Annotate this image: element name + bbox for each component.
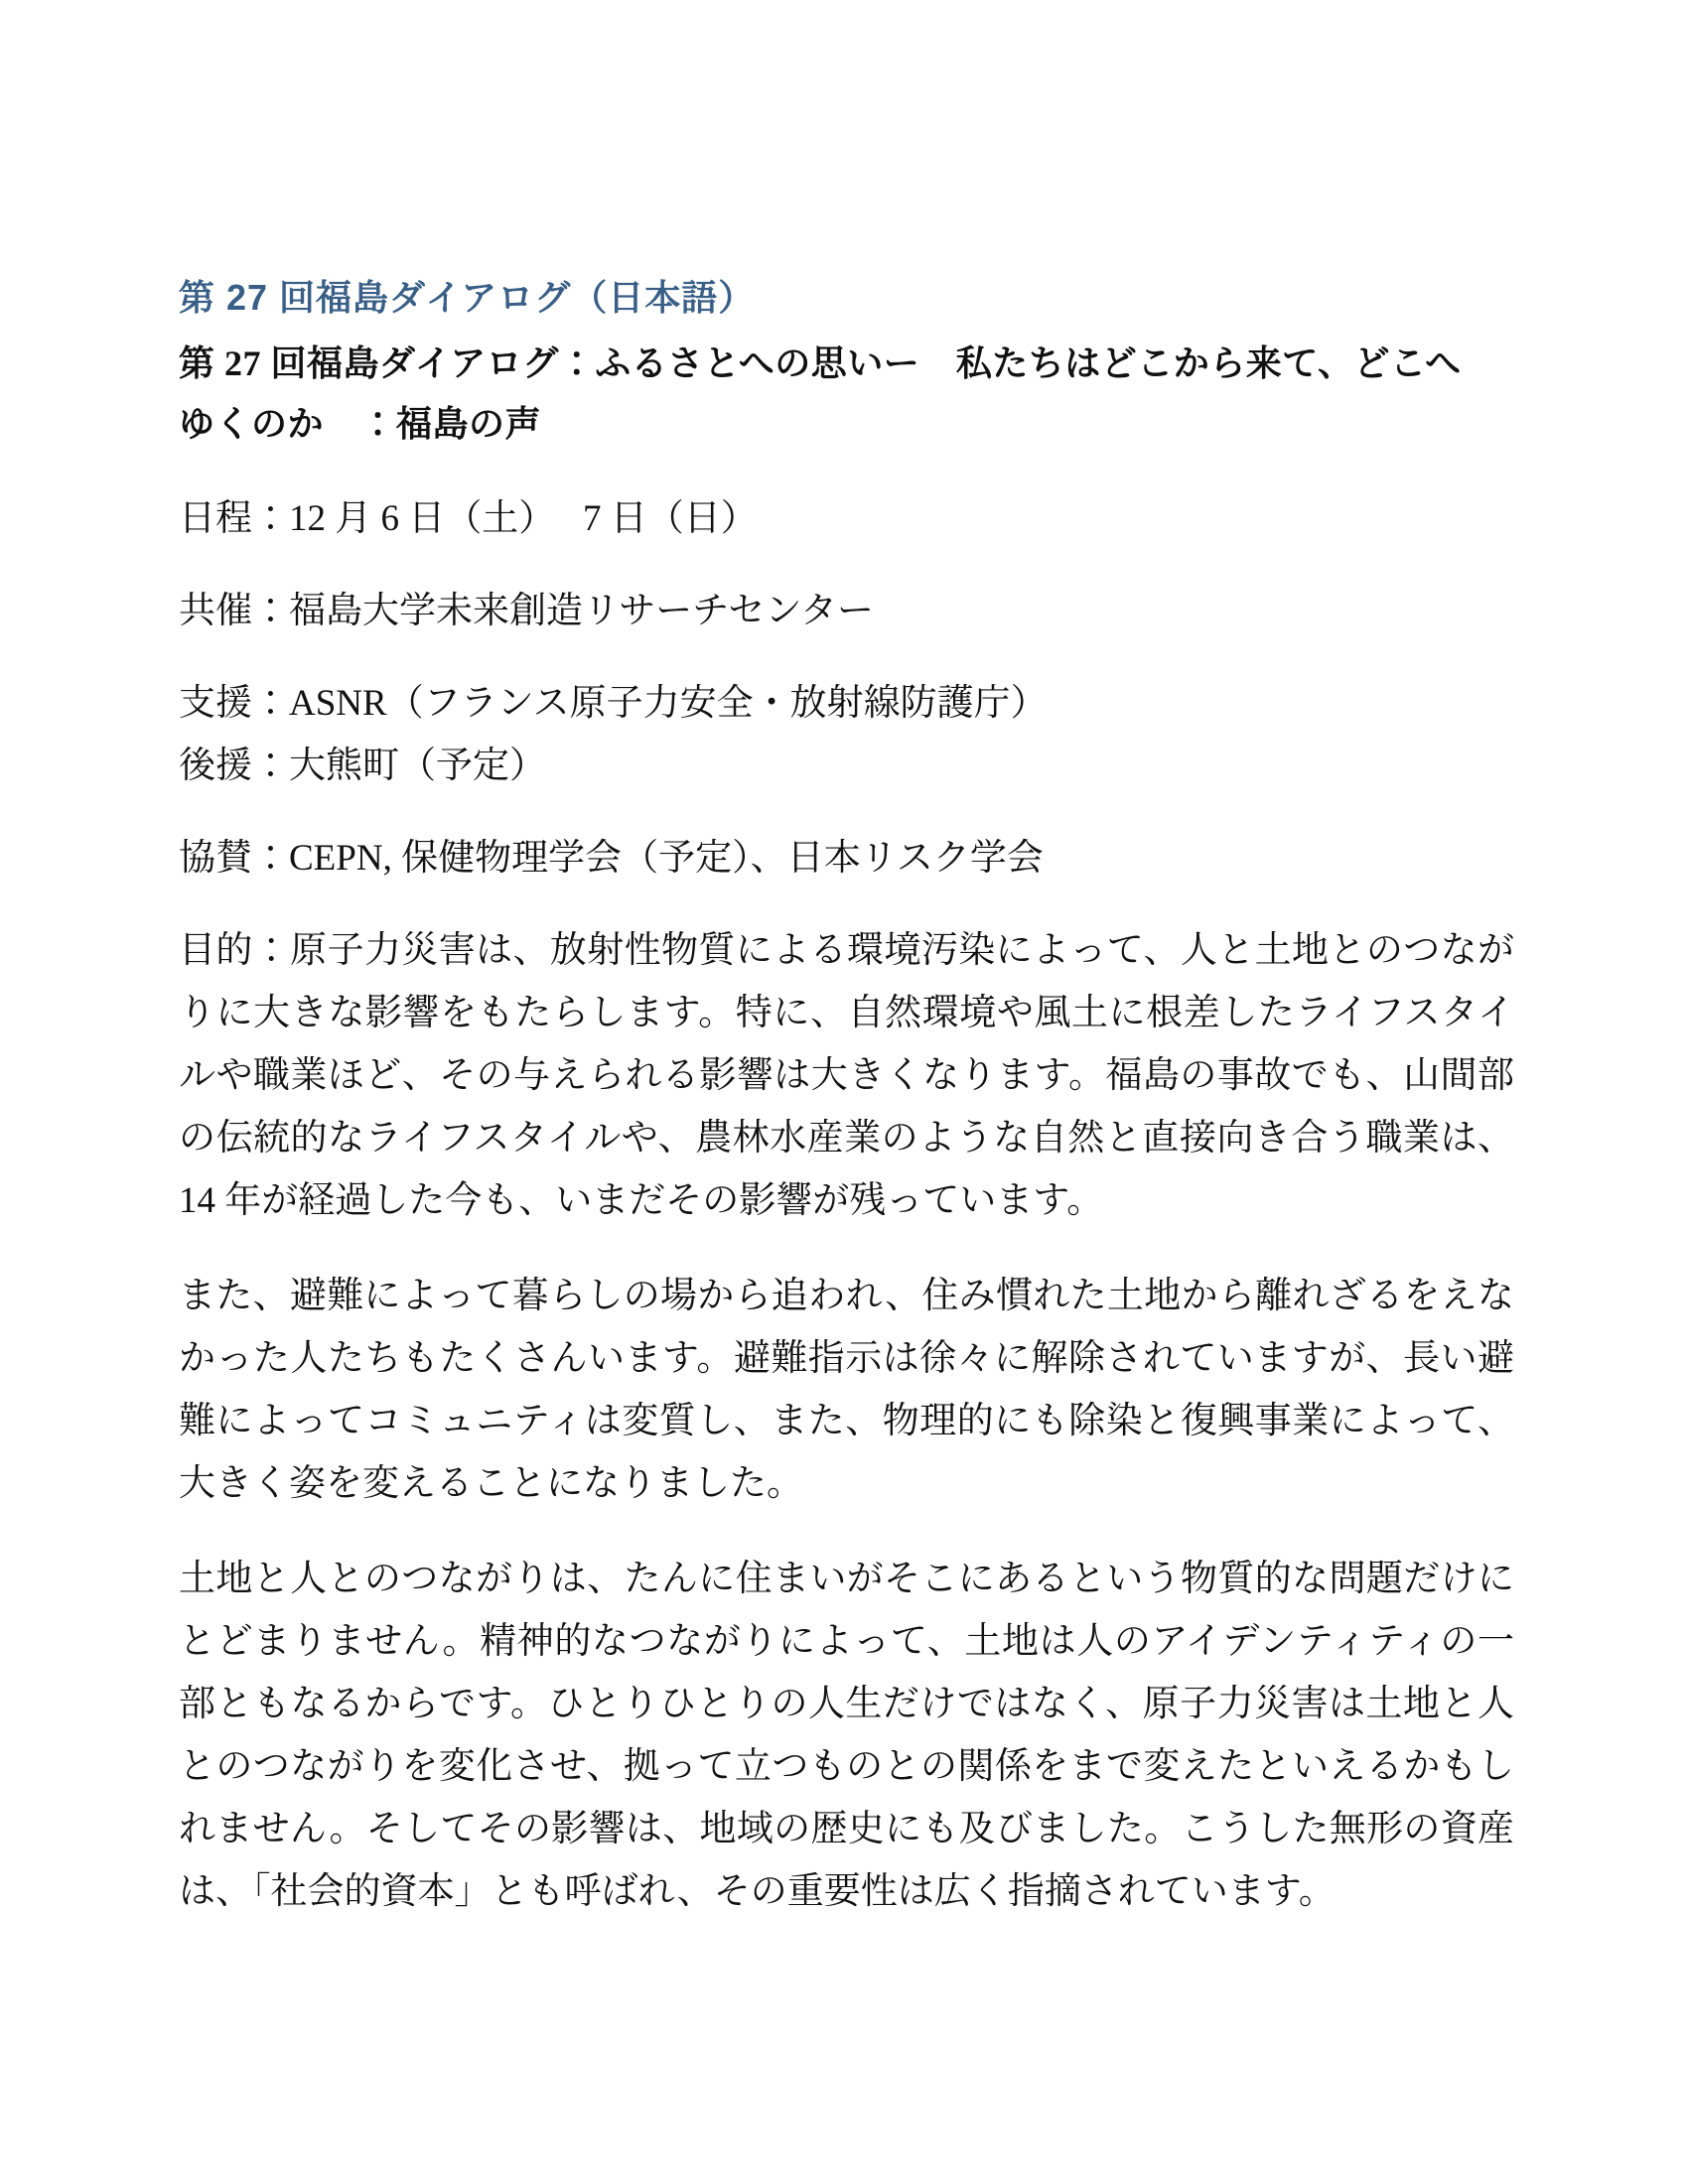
evacuation-paragraph: また、避難によって暮らしの場から追われ、住み慣れた土地から離れざるをえなかった人たちもたくさんいます。避難指示は徐々に解除されていますが、長い避難によってコミュニティは変質し、また、物理的にも除染と復興事業によって、大きく姿を変えることになりました。	[179, 1276, 1514, 1504]
support-line: 支援：ASNR（フランス原子力安全・放射線防護庁）	[179, 683, 1048, 724]
support-backing-group	[179, 672, 1514, 797]
document-title: 第 27 回福島ダイアログ（日本語）	[179, 277, 756, 318]
document-subtitle: 第 27 回福島ダイアログ：ふるさとへの思いー 私たちはどこから来て、どこへゆくのか ：福島の声	[179, 343, 1462, 444]
schedule-line: 日程：12 月 6 日（土） 7 日（日）	[179, 498, 758, 539]
cohost-line: 共催：福島大学未来創造リサーチセンター	[179, 591, 875, 631]
backing-line: 後援：大熊町（予定）	[179, 746, 546, 786]
purpose-paragraph: 目的：原子力災害は、放射性物質による環境汚染によって、人と土地とのつながりに大きな影響をもたらします。特に、自然環境や風土に根差したライフスタイルや職業ほど、その与えられる影響は大きくなります。福島の事故でも、山間部の伝統的なライフスタイルや、農林水産業のような自然と直接向き合う職業は、14 年が経過した今も、いまだその影響が残っています。	[179, 930, 1514, 1221]
land-people-paragraph: 土地と人とのつながりは、たんに住まいがそこにあるという物質的な問題だけにとどまりません。精神的なつながりによって、土地は人のアイデンティティの一部ともなるからです。ひとりひとりの人生だけではなく、原子力災害は土地と人とのつながりを変化させ、拠って立つものとの関係をまで変えたといえるかもしれません。そしてその影響は、地域の歴史にも及びました。こうした無形の資産は、「社会的資本」とも呼ばれ、その重要性は広く指摘されています。	[179, 1559, 1514, 1912]
document-content	[179, 266, 1514, 1923]
sponsor-line: 協賛：CEPN, 保健物理学会（予定）、日本リスク学会	[179, 838, 1044, 879]
